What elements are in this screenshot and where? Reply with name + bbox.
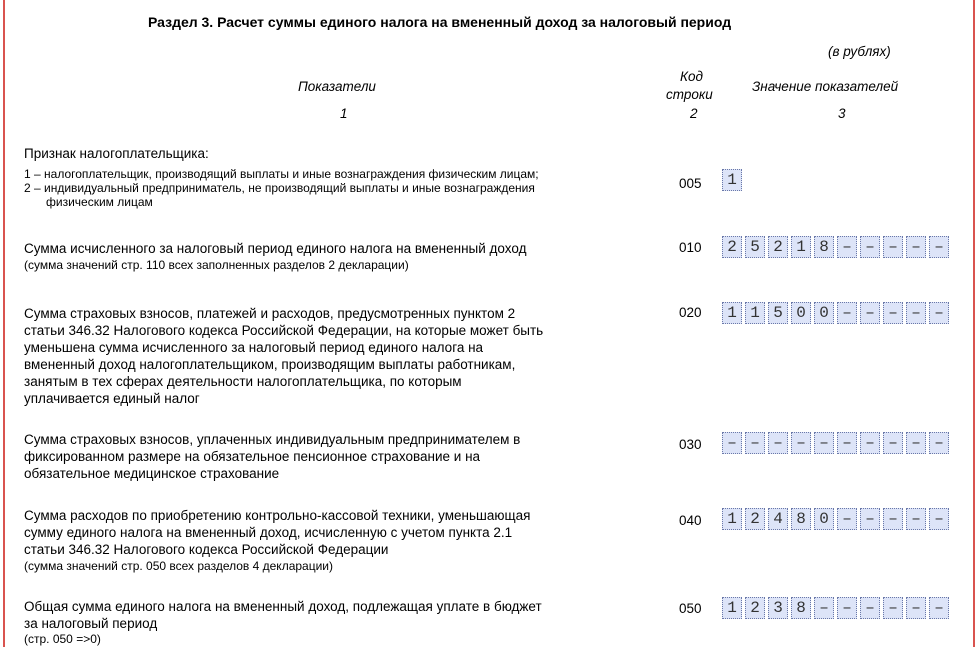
row-010-text-1: Сумма исчисленного за налоговый период единого налога на вмененный доход	[24, 241, 527, 256]
row-020-text-6: уплачивается единый налог	[24, 391, 200, 406]
value-cell[interactable]: –	[791, 432, 811, 454]
row-030-value-cells	[722, 432, 952, 454]
value-cell[interactable]: 2	[768, 236, 788, 258]
row-030-text-1: Сумма страховых взносов, уплаченных индивидуальным предпринимателем в	[24, 432, 521, 447]
value-cell[interactable]: –	[883, 508, 903, 530]
header-code-line1: Код	[680, 69, 703, 84]
form-border-left	[3, 0, 5, 647]
value-cell[interactable]: –	[883, 236, 903, 258]
value-cell[interactable]: –	[883, 597, 903, 619]
row-040-subnote: (сумма значений стр. 050 всех разделов 4 декларации)	[24, 559, 333, 573]
row-030-text-2: фиксированном размере на обязательное пенсионное страхование и на	[24, 449, 481, 464]
value-cell[interactable]: –	[837, 236, 857, 258]
row-050-code: 050	[679, 601, 702, 616]
value-cell[interactable]: 1	[722, 508, 742, 530]
row-040-value-cells	[722, 508, 952, 530]
value-cell[interactable]: –	[745, 432, 765, 454]
value-cell[interactable]: –	[906, 302, 926, 324]
row-010-code: 010	[679, 240, 702, 255]
value-cell[interactable]: –	[929, 302, 949, 324]
value-cell[interactable]: –	[906, 432, 926, 454]
header-indicators: Показатели	[298, 79, 376, 94]
value-cell[interactable]: –	[837, 302, 857, 324]
row-040-text-3: статьи 346.32 Налогового кодекса Российской Федерации	[24, 542, 389, 557]
row-030-code: 030	[679, 437, 702, 452]
value-cell[interactable]: 8	[814, 236, 834, 258]
row-005-option-1: 1 – налогоплательщик, производящий выплаты и иные вознаграждения физическим лицам;	[24, 167, 539, 181]
row-050-text-1: Общая сумма единого налога на вмененный доход, подлежащая уплате в бюджет	[24, 599, 542, 614]
row-005-option-2-cont: физическим лицам	[46, 195, 153, 209]
row-005-title: Признак налогоплательщика:	[24, 146, 209, 161]
row-040-text-1: Сумма расходов по приобретению контрольно-кассовой техники, уменьшающая	[24, 508, 531, 523]
row-040-text-2: сумму единого налога на вмененный доход, исчисленную с учетом пункта 2.1	[24, 525, 513, 540]
value-cell[interactable]: –	[837, 508, 857, 530]
value-cell[interactable]: 3	[768, 597, 788, 619]
value-cell[interactable]: 2	[722, 236, 742, 258]
value-cell[interactable]: 1	[722, 169, 742, 191]
header-col-number-1: 1	[340, 106, 348, 121]
row-020-text-2: статьи 346.32 Налогового кодекса Российской Федерации, на которые может быть	[24, 323, 544, 338]
row-020-text-5: занятым в тех сферах деятельности налогоплательщика, по которым	[24, 374, 462, 389]
value-cell[interactable]: 1	[722, 302, 742, 324]
value-cell[interactable]: –	[883, 302, 903, 324]
row-010-subnote: (сумма значений стр. 110 всех заполненных разделов 2 декларации)	[24, 258, 409, 272]
value-cell[interactable]: 2	[745, 597, 765, 619]
value-cell[interactable]: 0	[791, 302, 811, 324]
value-cell[interactable]: –	[929, 508, 949, 530]
row-030-text-3: обязательное медицинское страхование	[24, 466, 280, 481]
value-cell[interactable]: –	[814, 432, 834, 454]
value-cell[interactable]: –	[837, 597, 857, 619]
value-cell[interactable]: –	[837, 432, 857, 454]
header-col-number-2: 2	[690, 106, 698, 121]
value-cell[interactable]: –	[929, 236, 949, 258]
row-050-subnote: (стр. 050 =>0)	[24, 632, 101, 646]
value-cell[interactable]: 8	[791, 508, 811, 530]
value-cell[interactable]: –	[883, 432, 903, 454]
value-cell[interactable]: 0	[814, 508, 834, 530]
row-010-value-cells	[722, 236, 952, 258]
row-020-text-3: уменьшена сумма исчисленного за налоговый период единого налога на	[24, 340, 484, 355]
value-cell[interactable]: 0	[814, 302, 834, 324]
value-cell[interactable]: –	[860, 432, 880, 454]
value-cell[interactable]: 5	[745, 236, 765, 258]
value-cell[interactable]: –	[768, 432, 788, 454]
header-code-line2: строки	[666, 87, 713, 102]
row-050-value-cells	[722, 597, 952, 619]
row-050-text-2: за налоговый период	[24, 616, 158, 631]
row-020-value-cells	[722, 302, 952, 324]
value-cell[interactable]: –	[860, 236, 880, 258]
value-cell[interactable]: 8	[791, 597, 811, 619]
row-020-code: 020	[679, 305, 702, 320]
value-cell[interactable]: 1	[722, 597, 742, 619]
value-cell[interactable]: –	[906, 236, 926, 258]
header-values: Значение показателей	[752, 79, 899, 94]
value-cell[interactable]: –	[906, 597, 926, 619]
value-cell[interactable]: –	[814, 597, 834, 619]
row-005-option-2: 2 – индивидуальный предприниматель, не производящий выплаты и иные вознаграждения	[24, 181, 535, 195]
row-040-code: 040	[679, 513, 702, 528]
value-cell[interactable]: –	[929, 597, 949, 619]
value-cell[interactable]: –	[929, 432, 949, 454]
header-col-number-3: 3	[838, 106, 846, 121]
value-cell[interactable]: –	[860, 508, 880, 530]
value-cell[interactable]: –	[906, 508, 926, 530]
row-005-code: 005	[679, 176, 702, 191]
value-cell[interactable]: 4	[768, 508, 788, 530]
section-title: Раздел 3. Расчет суммы единого налога на вмененный доход за налоговый период	[148, 14, 732, 30]
value-cell[interactable]: –	[860, 597, 880, 619]
value-cell[interactable]: 5	[768, 302, 788, 324]
row-020-text-4: вмененный доход налогоплательщиком, производящим выплаты работникам,	[24, 357, 516, 372]
row-020-text-1: Сумма страховых взносов, платежей и расходов, предусмотренных пунктом 2	[24, 306, 516, 321]
row-005-value-cells	[722, 169, 745, 191]
value-cell[interactable]: –	[860, 302, 880, 324]
units-note: (в рублях)	[828, 44, 891, 59]
value-cell[interactable]: –	[722, 432, 742, 454]
value-cell[interactable]: 1	[791, 236, 811, 258]
value-cell[interactable]: 2	[745, 508, 765, 530]
form-border-right	[973, 0, 975, 647]
value-cell[interactable]: 1	[745, 302, 765, 324]
